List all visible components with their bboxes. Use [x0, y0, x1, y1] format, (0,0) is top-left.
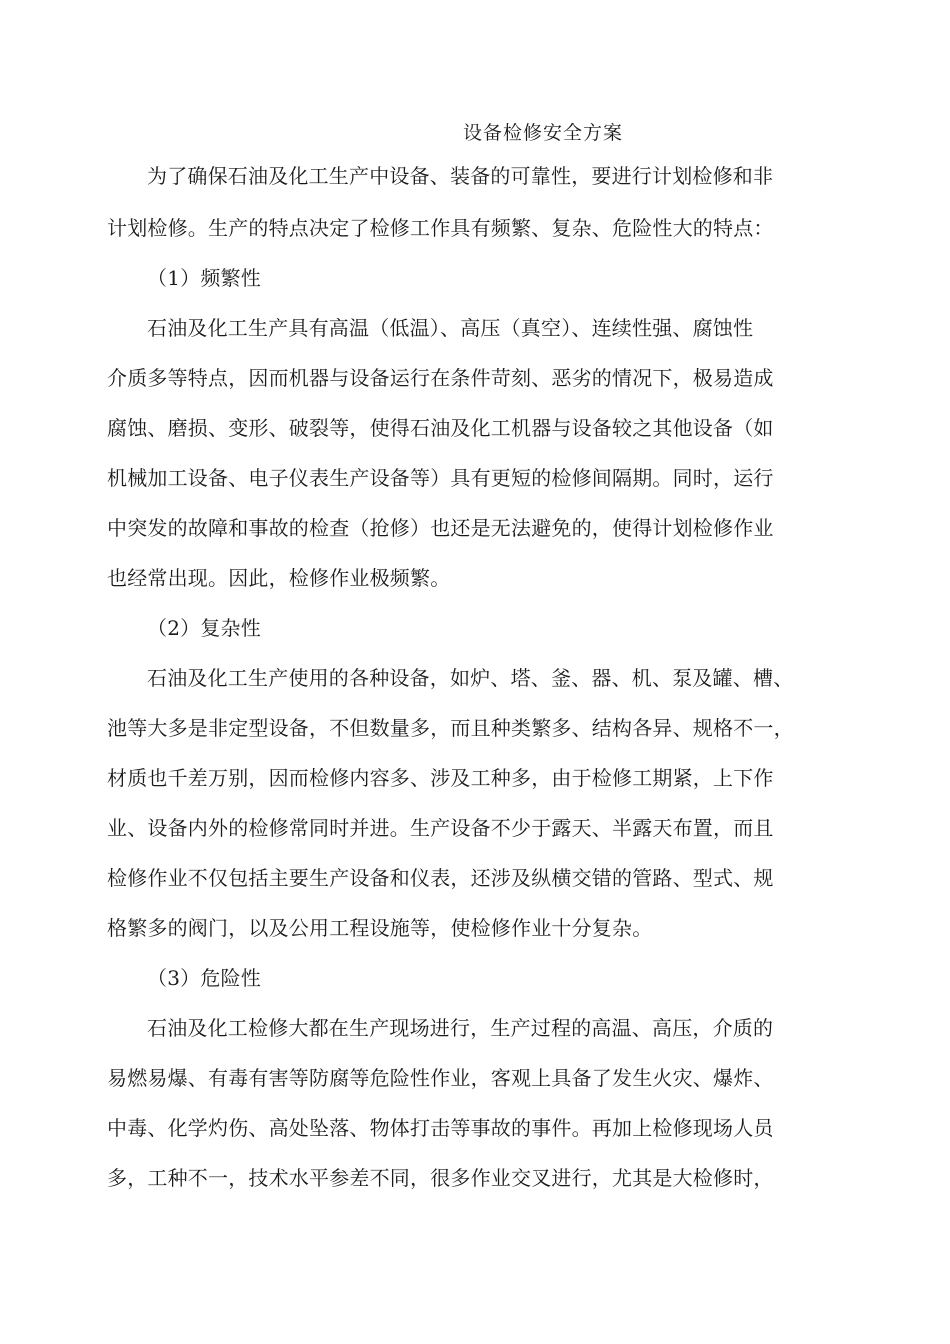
paragraph-line: 介质多等特点，因而机器与设备运行在条件苛刻、恶劣的情况下，极易造成 — [107, 366, 774, 390]
paragraph-line: 中突发的故障和事故的检查（抢修）也还是无法避免的，使得计划检修作业 — [107, 516, 774, 540]
paragraph-line: 石油及化工生产具有高温（低温）、高压（真空）、连续性强、腐蚀性 — [147, 316, 754, 340]
paragraph-line: 石油及化工生产使用的各种设备，如炉、塔、釜、器、机、泵及罐、槽、 — [147, 666, 794, 690]
section-heading: （2）复杂性 — [147, 616, 261, 640]
paragraph-line: 池等大多是非定型设备，不但数量多，而且种类繁多、结构各异、规格不一， — [107, 716, 794, 740]
paragraph-line: 业、设备内外的检修常同时并进。生产设备不少于露天、半露天布置，而且 — [107, 816, 774, 840]
paragraph-line: 为了确保石油及化工生产中设备、装备的可靠性，要进行计划检修和非 — [147, 164, 774, 188]
paragraph-line: 石油及化工检修大都在生产现场进行，生产过程的高温、高压，介质的 — [147, 1016, 774, 1040]
paragraph-line: 计划检修。生产的特点决定了检修工作具有频繁、复杂、危险性大的特点： — [107, 216, 774, 240]
paragraph-line: 多，工种不一，技术水平参差不同，很多作业交叉进行，尤其是大检修时， — [107, 1166, 774, 1190]
paragraph-line: 腐蚀、磨损、变形、破裂等，使得石油及化工机器与设备较之其他设备（如 — [107, 416, 774, 440]
section-heading: （3）危险性 — [147, 966, 261, 990]
paragraph-line: 机械加工设备、电子仪表生产设备等）具有更短的检修间隔期。同时，运行 — [107, 466, 774, 490]
paragraph-line: 也经常出现。因此，检修作业极频繁。 — [107, 566, 451, 590]
section-heading: （1）频繁性 — [147, 266, 261, 290]
document-title: 设备检修安全方案 — [462, 122, 623, 144]
paragraph-line: 格繁多的阀门，以及公用工程设施等，使检修作业十分复杂。 — [107, 916, 653, 940]
paragraph-line: 易燃易爆、有毒有害等防腐等危险性作业，客观上具备了发生火灾、爆炸、 — [107, 1066, 774, 1090]
paragraph-line: 材质也千差万别，因而检修内容多、涉及工种多，由于检修工期紧，上下作 — [107, 766, 774, 790]
paragraph-line: 检修作业不仅包括主要生产设备和仪表，还涉及纵横交错的管路、型式、规 — [107, 866, 774, 890]
paragraph-line: 中毒、化学灼伤、高处坠落、物体打击等事故的事件。再加上检修现场人员 — [107, 1116, 774, 1140]
